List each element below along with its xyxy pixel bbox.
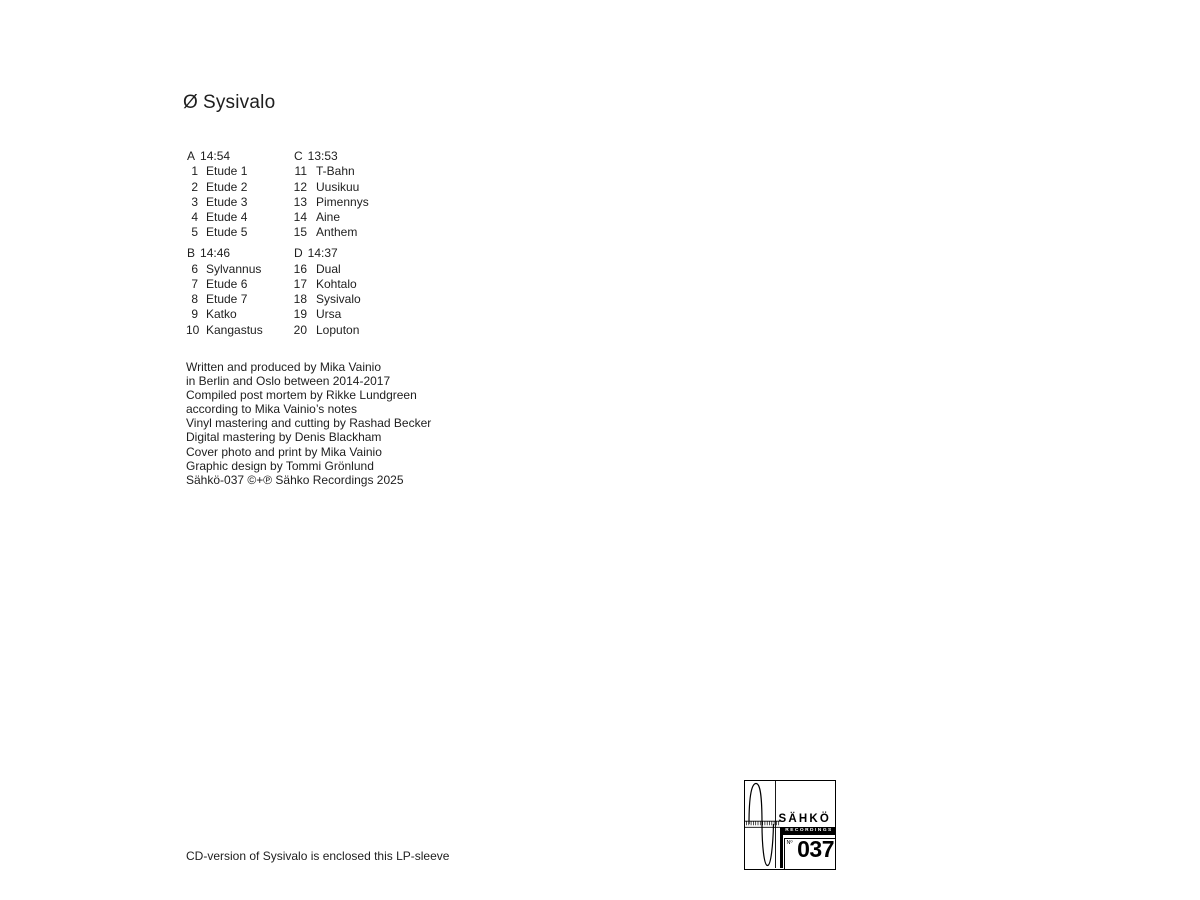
track-row — [186, 180, 293, 195]
track-number: 18 — [293, 292, 307, 307]
tracklist — [186, 149, 413, 338]
track-title: Pimennys — [316, 194, 369, 209]
page-title — [183, 92, 275, 114]
track-number: 15 — [293, 225, 307, 240]
track-row — [293, 195, 413, 210]
track-row — [293, 210, 413, 225]
label-name: SÄHKÖ — [778, 812, 832, 825]
side-duration: 13:53 — [307, 149, 338, 163]
track-number: 20 — [293, 322, 307, 337]
track-row — [186, 277, 293, 292]
side-d-tracks — [293, 262, 413, 338]
track-number: 7 — [191, 276, 198, 291]
side-letter: B — [187, 246, 196, 261]
credit-line: Cover photo and print by Mika Vainio — [186, 444, 382, 459]
catalog-number: 037 — [797, 835, 834, 862]
track-number: 8 — [191, 292, 198, 307]
track-row — [186, 225, 293, 240]
track-row — [186, 164, 293, 179]
track-title: Etude 7 — [206, 292, 248, 307]
catalog-number-prefix: Nº — [786, 840, 793, 846]
tracklist-column-left — [186, 149, 293, 338]
side-d-section — [293, 246, 413, 338]
track-number: 1 — [191, 164, 198, 179]
track-row — [186, 210, 293, 225]
track-number: 10 — [186, 322, 200, 337]
credit-line: Compiled post mortem by Rikke Lundgreen — [186, 388, 417, 403]
side-letter: C — [294, 149, 303, 163]
track-row — [293, 277, 413, 292]
track-number: 9 — [191, 307, 198, 322]
side-b-header — [186, 246, 293, 261]
credit-line: according to Mika Vainio’s notes — [186, 402, 357, 417]
track-number: 16 — [293, 261, 307, 276]
side-a-section — [186, 149, 293, 241]
track-number: 11 — [294, 164, 307, 179]
cd-enclosed-note: CD-version of Sysivalo is enclosed this LP-sleeve — [186, 849, 450, 863]
track-title: Etude 2 — [206, 179, 248, 194]
track-title: Aine — [316, 210, 341, 225]
track-number: 2 — [191, 179, 198, 194]
sine-wave-icon — [745, 781, 780, 868]
side-a-tracks — [186, 164, 293, 240]
track-row — [186, 262, 293, 277]
credit-line: Written and produced by Mika Vainio — [186, 360, 381, 374]
album-title: Sysivalo — [202, 91, 276, 113]
track-title: Sysivalo — [316, 292, 361, 307]
credits-block — [186, 360, 431, 487]
track-title: Etude 4 — [206, 210, 248, 225]
track-row — [186, 195, 293, 210]
credit-line: Digital mastering by Denis Blackham — [186, 430, 382, 445]
side-d-header — [293, 246, 413, 261]
track-number: 4 — [191, 210, 198, 225]
track-title: Ursa — [316, 307, 342, 322]
artist-symbol: Ø — [183, 91, 198, 113]
side-letter: A — [187, 149, 196, 163]
side-duration: 14:54 — [200, 149, 231, 163]
track-row — [293, 292, 413, 307]
track-title: T-Bahn — [316, 164, 355, 179]
track-row — [293, 262, 413, 277]
credit-line: in Berlin and Oslo between 2014-2017 — [186, 374, 391, 389]
track-title: Etude 6 — [206, 276, 248, 291]
side-b-tracks — [186, 262, 293, 338]
track-title: Etude 1 — [206, 164, 248, 179]
track-title: Sylvannus — [206, 261, 262, 276]
track-row — [293, 307, 413, 322]
track-number: 5 — [191, 225, 198, 240]
track-title: Loputon — [316, 322, 360, 337]
track-number: 19 — [293, 307, 307, 322]
credit-line: Sähkö-037 ©+℗ Sähko Recordings 2025 — [186, 472, 404, 487]
tracklist-column-right — [293, 149, 413, 338]
sahko-recordings-logo — [744, 780, 836, 870]
track-row — [293, 164, 413, 179]
side-b-section — [186, 246, 293, 338]
track-number: 17 — [293, 276, 307, 291]
track-title: Etude 5 — [206, 225, 248, 240]
side-duration: 14:37 — [307, 246, 338, 261]
track-title: Anthem — [316, 225, 358, 240]
track-number: 6 — [191, 261, 198, 276]
side-c-header — [293, 149, 413, 164]
side-c-section — [293, 149, 413, 241]
side-duration: 14:46 — [200, 246, 231, 261]
track-number: 12 — [293, 179, 307, 194]
side-a-header — [186, 149, 293, 164]
catalog-number-box — [784, 835, 836, 870]
track-row — [186, 307, 293, 322]
track-row — [293, 323, 413, 338]
credit-line: Vinyl mastering and cutting by Rashad Becker — [186, 416, 432, 431]
track-title: Katko — [206, 307, 237, 322]
side-c-tracks — [293, 164, 413, 240]
track-number: 13 — [293, 194, 307, 209]
track-row — [293, 180, 413, 195]
track-title: Kohtalo — [316, 276, 357, 291]
credit-line: Graphic design by Tommi Grönlund — [186, 458, 374, 473]
track-number: 3 — [191, 194, 198, 209]
track-title: Uusikuu — [316, 179, 360, 194]
label-subtitle: RECORDINGS — [783, 827, 835, 835]
track-title: Dual — [316, 261, 341, 276]
track-row — [293, 225, 413, 240]
track-title: Etude 3 — [206, 194, 248, 209]
side-letter: D — [294, 246, 303, 261]
track-row — [186, 292, 293, 307]
track-number: 14 — [293, 210, 307, 225]
track-title: Kangastus — [206, 322, 263, 337]
track-row — [186, 323, 293, 338]
